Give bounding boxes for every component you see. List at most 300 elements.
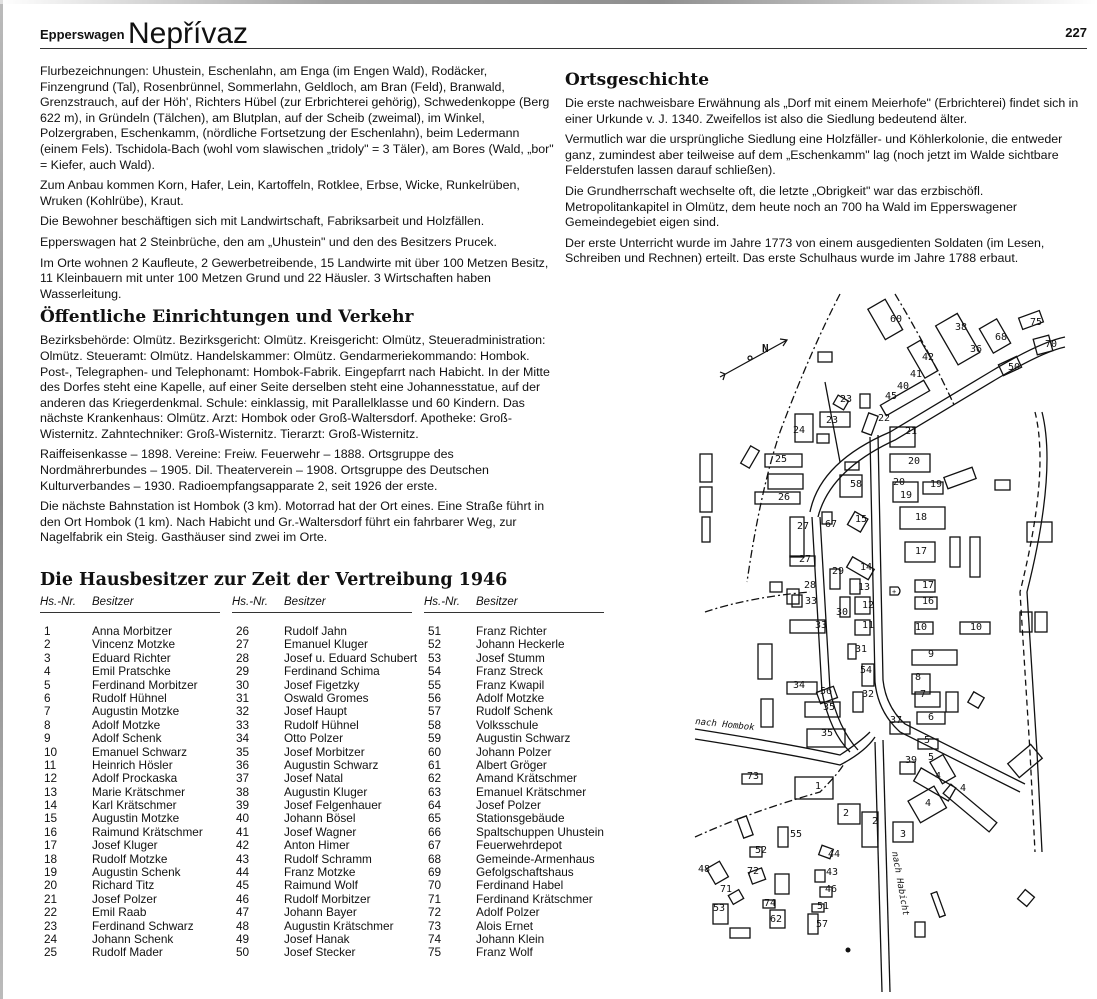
table-row [232, 920, 412, 933]
house-number: 8 [44, 717, 51, 732]
table-row [424, 705, 604, 718]
house-number-label: 31 [855, 644, 868, 655]
house-number-label: 70 [1045, 339, 1058, 350]
owner-name: Josef Haupt [284, 704, 347, 719]
house-number: 31 [236, 690, 250, 705]
table-row [40, 893, 220, 906]
owner-name: Augustin Krätschmer [284, 918, 394, 933]
table-row [40, 638, 220, 651]
house-number-label: 23 [840, 394, 853, 405]
owner-name: Otto Polzer [284, 731, 344, 746]
owner-name: Rudolf Jahn [284, 624, 347, 638]
owner-name: Adolf Polzer [476, 905, 540, 920]
house-number: 28 [236, 650, 250, 665]
owner-name: Karl Krätschmer [92, 798, 177, 813]
history-paragraph-2: Vermutlich war die ursprüngliche Siedlung eine Holzfäller- und Köhlerkolonie, die entweder ganz, zumindest aber teilweise auf dem „Eschenkamm" lag (noch jetzt im Walde sichtbare Felderstufen lassen darauf schließen). [565, 132, 1063, 178]
north-label: N [762, 342, 769, 355]
house-number: 30 [236, 677, 250, 692]
table-row [232, 839, 412, 852]
house-number: 11 [44, 757, 57, 772]
house-number: 4 [44, 664, 51, 679]
house-number-label: 36 [970, 344, 983, 355]
table-row [40, 652, 220, 665]
house-number: 36 [236, 757, 250, 772]
owner-name: Adolf Schenk [92, 731, 162, 746]
house-number: 60 [428, 744, 442, 759]
owner-name: Ferdinand Morbitzer [92, 677, 198, 692]
house-number: 50 [236, 945, 250, 960]
owner-name: Johann Polzer [476, 744, 552, 759]
owners-column-1 [40, 594, 220, 960]
owner-name: Spaltschuppen Uhustein [476, 824, 604, 839]
house-number: 42 [236, 838, 250, 853]
owner-name: Johann Bösel [284, 811, 356, 826]
house-number-label: 8 [915, 672, 922, 683]
field-names-paragraph: Flurbezeichnungen: Uhustein, Eschenlahn, am Enga (im Engen Wald), Rodäcker, Finzengrund (Tal), Rosenbrünnel, Sommerlahn, Geldloch, am Bran (Feld), Branwald, Grenzstrauch, auf der Höh', Richters Hübel (zur Erbrichterei gehörig), Schwedenkoppe (Berg 622 m), in Gründeln (Tälchen), am Blutplan, auf der Scheib (zweimal), im Winkel, Polzergraben, Eschenkamm, (nördliche Fortsetzung der Eschenlahn), beim Ledermann (einem Fels). Tschidola-Bach (wohl vom slawischen „tridoly" = 3 Täler), am Bores (Wald, „bor" = Kiefer, auch Wald). [40, 64, 554, 172]
house-number-label: 19 [930, 479, 943, 490]
table-row [40, 920, 220, 933]
house-number-label: 14 [860, 562, 873, 573]
table-row [40, 799, 220, 812]
owner-name: Franz Wolf [476, 945, 533, 960]
house-number: 2 [44, 637, 51, 652]
house-number-label: 17 [915, 546, 928, 557]
house-number-label: 4 [960, 783, 967, 794]
table-row [232, 893, 412, 906]
house-number-label: 48 [698, 864, 711, 875]
table-row [424, 719, 604, 732]
owner-name: Anton Himer [284, 838, 350, 853]
house-number-label: 38 [955, 322, 968, 333]
table-row [424, 853, 604, 866]
crops-paragraph: Zum Anbau kommen Korn, Hafer, Lein, Kartoffeln, Rotklee, Erbse, Wicke, Runkelrüben, Wruken (Kohlrübe), Kraut. [40, 178, 520, 208]
house-number: 54 [428, 664, 442, 679]
house-number: 53 [428, 650, 442, 665]
owner-name: Rudolf Schramm [284, 851, 372, 866]
owner-name: Eduard Richter [92, 650, 171, 665]
table-row [232, 853, 412, 866]
left-column [40, 64, 555, 551]
house-number: 23 [44, 918, 58, 933]
owner-name: Johann Schenk [92, 931, 174, 946]
house-number-label: 20 [893, 477, 906, 488]
house-number-label: 5 [928, 752, 935, 763]
house-number: 71 [428, 891, 442, 906]
owner-header: Besitzer [284, 596, 326, 608]
history-paragraph-3: Die Grundherrschaft wechselte oft, die letzte „Obrigkeit" war das erzbischöfl. Metropolitankapitel in Olmütz, dem heute noch an 700 ha Wald im Epperswagener Gemeindegebiet eigen sind. [565, 183, 1018, 230]
house-number-label: 12 [862, 600, 875, 611]
house-number: 9 [44, 731, 51, 746]
house-number-label: 21 [905, 426, 918, 437]
house-number: 3 [44, 650, 51, 665]
house-number: 63 [428, 784, 442, 799]
table-row [232, 705, 412, 718]
table-row [40, 866, 220, 879]
table-header [40, 594, 220, 613]
house-number-label: 20 [908, 456, 921, 467]
history-paragraph-1: Die erste nachweisbare Erwähnung als „Dorf mit einem Meierhofe" (Erbrichterei) findet sich in einer Urkunde v. J. 1340. Zweifellos ist also die Siedlung bedeutend älter. [565, 96, 1079, 126]
table-row [424, 692, 604, 705]
house-number-header: Hs.-Nr. [40, 596, 76, 608]
house-number-label: 29 [832, 566, 845, 577]
house-number: 13 [44, 784, 58, 799]
owner-name: Franz Motzke [284, 865, 356, 880]
house-number-label: 3 [900, 829, 907, 840]
local-history-heading: Ortsgeschichte [565, 70, 710, 90]
house-number: 45 [236, 878, 250, 893]
table-row [232, 665, 412, 678]
house-number-label: 35 [823, 702, 836, 713]
house-number-label: 39 [905, 755, 918, 766]
table-row [232, 772, 412, 785]
table-row [232, 799, 412, 812]
hombok-road-label: nach Hombok [694, 717, 756, 734]
owner-name: Ferdinand Habel [476, 878, 564, 893]
table-row [424, 772, 604, 785]
house-number: 18 [44, 851, 58, 866]
table-row [232, 719, 412, 732]
owner-name: Augustin Schwarz [284, 757, 379, 772]
owner-name: Augustin Kluger [284, 784, 368, 799]
house-number: 44 [236, 865, 250, 880]
village-map-drawing [690, 292, 1090, 992]
owner-name: Augustin Motzke [92, 811, 180, 826]
house-number-header: Hs.-Nr. [232, 596, 268, 608]
owner-name: Emil Pratschke [92, 664, 171, 679]
house-number-label: 41 [910, 369, 923, 380]
table-header [232, 594, 412, 613]
owner-name: Ferdinand Schwarz [92, 918, 194, 933]
house-number: 52 [428, 637, 442, 652]
quarries-paragraph: Epperswagen hat 2 Steinbrüche, den am „Uhustein" und den des Besitzers Prucek. [40, 234, 497, 249]
house-number: 34 [236, 731, 250, 746]
table-row [40, 746, 220, 759]
table-row [40, 692, 220, 705]
owner-name: Ferdinand Krätschmer [476, 891, 593, 906]
house-number-label: 56 [820, 686, 833, 697]
house-number: 19 [44, 865, 58, 880]
house-number-label: 19 [900, 490, 913, 501]
owner-name: Josef u. Eduard Schubert [284, 650, 418, 665]
table-row [424, 759, 604, 772]
house-number: 7 [44, 704, 51, 719]
house-number: 6 [44, 690, 51, 705]
house-number: 1 [44, 624, 51, 638]
history-paragraph-4: Der erste Unterricht wurde im Jahre 1773 von einem ausgedienten Soldaten (im Lesen, Schreiben und Rechnen) erteilt. Das erste Schulhaus wurde im Jahre 1788 erbaut. [565, 235, 1045, 266]
owners-column-3 [424, 594, 604, 960]
owner-name: Amand Krätschmer [476, 771, 577, 786]
page-header [40, 12, 1087, 49]
house-number: 59 [428, 731, 442, 746]
house-number-label: 43 [826, 867, 839, 878]
owner-name: Heinrich Hösler [92, 757, 173, 772]
owner-name: Rudolf Hühnel [284, 717, 359, 732]
house-number: 57 [428, 704, 442, 719]
house-number-label: 5 [924, 735, 931, 746]
owner-name: Vincenz Motzke [92, 637, 176, 652]
table-row [40, 772, 220, 785]
house-number-label: 72 [747, 866, 760, 877]
house-number: 69 [428, 865, 442, 880]
house-number: 51 [428, 624, 442, 638]
owner-name: Josef Polzer [92, 891, 157, 906]
owner-header: Besitzer [476, 596, 518, 608]
house-number: 37 [236, 771, 250, 786]
table-row [232, 746, 412, 759]
owner-name: Emanuel Kluger [284, 637, 368, 652]
table-row [424, 839, 604, 852]
table-row [424, 786, 604, 799]
table-row [232, 906, 412, 919]
house-number-label: 60 [890, 314, 903, 325]
svg-text:+: + [892, 588, 897, 596]
table-row [232, 679, 412, 692]
house-number-label: 40 [897, 381, 910, 392]
habicht-road-label: nach Habicht [889, 850, 911, 917]
table-row [424, 812, 604, 825]
table-row [40, 786, 220, 799]
house-number-label: 10 [970, 622, 983, 633]
house-number: 58 [428, 717, 442, 732]
owner-name: Josef Kluger [92, 838, 158, 853]
table-row [40, 906, 220, 919]
owner-name: Josef Morbitzer [284, 744, 365, 759]
owner-name: Josef Felgenhauer [284, 798, 382, 813]
table-row [424, 920, 604, 933]
page-number: 227 [1065, 25, 1087, 40]
table-row [40, 719, 220, 732]
owner-name: Alois Ernet [476, 918, 534, 933]
table-row [424, 933, 604, 946]
north-arrow-icon [720, 339, 787, 380]
house-number-label: 33 [815, 620, 828, 631]
house-number: 26 [236, 624, 250, 638]
house-number: 46 [236, 891, 250, 906]
table-header [424, 594, 604, 613]
table-row [232, 650, 418, 665]
house-number: 32 [236, 704, 250, 719]
owner-name: Anna Morbitzer [92, 624, 172, 638]
owner-name: Johann Klein [476, 931, 545, 946]
house-number: 33 [236, 717, 250, 732]
german-place-name: Epperswagen [40, 27, 125, 42]
house-number-label: 58 [850, 479, 863, 490]
owner-name: Rudolf Morbitzer [284, 891, 371, 906]
table-row [40, 812, 220, 825]
house-number: 41 [236, 824, 250, 839]
house-number: 70 [428, 878, 442, 893]
owner-name: Josef Stumm [476, 650, 545, 665]
table-row [40, 705, 220, 718]
house-number-label: 46 [825, 884, 838, 895]
house-number: 56 [428, 690, 442, 705]
house-number-label: 57 [816, 919, 829, 930]
house-number-label: 42 [922, 352, 935, 363]
table-row [232, 732, 412, 745]
house-number: 12 [44, 771, 58, 786]
house-number-label: 45 [885, 391, 898, 402]
house-number: 16 [44, 824, 58, 839]
table-row [40, 759, 220, 772]
house-number: 17 [44, 838, 58, 853]
owner-name: Raimund Krätschmer [92, 824, 203, 839]
table-row [424, 946, 604, 959]
house-number-label: 24 [793, 425, 806, 436]
table-row [424, 652, 604, 665]
owner-name: Adolf Prockaska [92, 771, 178, 786]
house-number-header: Hs.-Nr. [424, 596, 460, 608]
house-number: 65 [428, 811, 442, 826]
owners-column-2 [232, 594, 418, 960]
house-number: 29 [236, 664, 250, 679]
table-row [232, 826, 412, 839]
house-number-label: 32 [862, 689, 875, 700]
house-number-label: 67 [825, 519, 838, 530]
owner-name: Josef Natal [284, 771, 344, 786]
associations-paragraph: Raiffeisenkasse – 1898. Vereine: Freiw. Feuerwehr – 1888. Ortsgruppe des Nordmährerbundes – 1905. Dil. Theaterverein – 1908. Ortsgruppe des Deutschen Kulturverbandes – 1930. Radioempfangsapparate 2, seit 1926 der erste. [40, 447, 489, 493]
table-row [232, 625, 412, 638]
house-number-label: 75 [1030, 317, 1043, 328]
table-row [424, 799, 604, 812]
owner-name: Oswald Gromes [284, 690, 369, 705]
house-number-label: 1 [815, 781, 822, 792]
owner-name: Johann Heckerle [476, 637, 565, 652]
table-row [424, 665, 604, 678]
house-number: 20 [44, 878, 58, 893]
table-row [232, 933, 412, 946]
house-number-label: 25 [775, 454, 788, 465]
house-owners-heading: Die Hausbesitzer zur Zeit der Vertreibung 1946 [40, 570, 508, 590]
owner-name: Feuerwehrdepot [476, 838, 562, 853]
house-number: 61 [428, 757, 442, 772]
table-row [424, 638, 604, 651]
house-number-label: 2 [872, 816, 879, 827]
house-number: 64 [428, 798, 442, 813]
house-number-label: 30 [836, 607, 849, 618]
house-number-label: 17 [922, 580, 935, 591]
house-number-label: 53 [713, 903, 726, 914]
table-row [232, 786, 412, 799]
table-row [424, 866, 604, 879]
owner-name: Augustin Schenk [92, 865, 181, 880]
public-facilities-heading: Öffentliche Einrichtungen und Verkehr [40, 307, 414, 328]
table-row [40, 679, 220, 692]
page-top-shadow [0, 0, 1097, 4]
table-row [424, 906, 604, 919]
house-number: 21 [44, 891, 58, 906]
hombok-road [695, 729, 870, 755]
owner-name: Rudolf Mader [92, 945, 163, 960]
house-number-label: 10 [915, 622, 928, 633]
house-number-label: 9 [928, 649, 935, 660]
residents-paragraph: Im Orte wohnen 2 Kaufleute, 2 Gewerbetreibende, 15 Landwirte mit über 100 Metzen Besitz, 11 Kleinbauern mit unter 100 Metzen Grund und 22 Häusler. 3 Wirtschaften haben Wasserleitung. [40, 255, 549, 301]
house-number: 67 [428, 838, 442, 853]
house-number-label: 22 [878, 413, 891, 424]
owner-name: Franz Streck [476, 664, 543, 679]
house-number: 25 [44, 945, 58, 960]
house-number-label: 74 [764, 898, 777, 909]
right-column [565, 66, 1085, 272]
page-binding-edge [0, 0, 3, 999]
footpath-west [747, 294, 840, 582]
house-number-label: 51 [817, 901, 830, 912]
house-number: 38 [236, 784, 250, 799]
table-row [40, 933, 220, 946]
table-row [424, 625, 604, 638]
house-number: 72 [428, 905, 442, 920]
house-number-label: 11 [862, 620, 875, 631]
table-row [424, 826, 604, 839]
house-number-label: 55 [790, 829, 803, 840]
owner-name: Johann Bayer [284, 905, 357, 920]
house-number: 55 [428, 677, 442, 692]
owner-name: Gefolgschaftshaus [476, 865, 574, 880]
occupations-paragraph: Die Bewohner beschäftigen sich mit Landwirtschaft, Fabriksarbeit und Holzfällen. [40, 214, 485, 229]
house-number-label: 4 [935, 771, 942, 782]
table-row [232, 879, 412, 892]
owner-name: Josef Hanak [284, 931, 350, 946]
owner-name: Stationsgebäude [476, 811, 565, 826]
table-row [40, 946, 220, 959]
house-number-label: 23 [826, 415, 839, 426]
table-row [424, 879, 604, 892]
table-row [424, 732, 604, 745]
table-row [40, 879, 220, 892]
house-number: 22 [44, 905, 58, 920]
house-number: 40 [236, 811, 250, 826]
owner-name: Volksschule [476, 717, 539, 732]
table-row [232, 692, 412, 705]
owner-name: Richard Titz [92, 878, 155, 893]
house-number: 48 [236, 918, 250, 933]
house-number-label: 44 [828, 849, 841, 860]
authorities-paragraph: Bezirksbehörde: Olmütz. Bezirksgericht: Olmütz. Kreisgericht: Olmütz, Steueradministration: Olmütz. Steueramt: Olmütz. Handelskammer: Olmütz. Gendarmeriekommando: Hombok. Post-, Telegraphen- und Telephonamt: Hombok-Fabrik. Eingepfarrt nach Habicht. In der Mitte des Dorfes steht eine Kapelle, auf einer Seite derselben steht eine Johannesstatue, auf der anderen das Kriegerdenkmal. Schule: einklassig, mit Parallelklasse und 60 Kindern. Das nächste Krankenhaus: Olmütz. Arzt: Hombok oder Groß-Waltersdorf. Apotheke: Groß-Wisternitz. Zahntechniker: Groß-Wisternitz. Tierarzt: Groß-Wisternitz. [40, 333, 550, 441]
owner-name: Emanuel Krätschmer [476, 784, 587, 799]
house-number-label: 73 [747, 771, 760, 782]
house-number: 75 [428, 945, 442, 960]
owner-name: Franz Richter [476, 624, 547, 638]
owner-name: Adolf Motzke [476, 690, 545, 705]
house-number: 62 [428, 771, 442, 786]
owners-rows [40, 625, 220, 960]
house-number: 5 [44, 677, 51, 692]
owner-header: Besitzer [92, 596, 134, 608]
owner-name: Josef Figetzky [284, 677, 360, 692]
house-number-label: 34 [793, 680, 806, 691]
table-row [232, 759, 412, 772]
owner-name: Adolf Motzke [92, 717, 161, 732]
house-number-label: 2 [843, 808, 850, 819]
table-row [40, 625, 220, 638]
house-number: 35 [236, 744, 250, 759]
house-number: 73 [428, 918, 442, 933]
table-row [232, 866, 412, 879]
owner-name: Emanuel Schwarz [92, 744, 188, 759]
house-number: 49 [236, 931, 250, 946]
house-number-label: 4 [925, 798, 932, 809]
house-number: 39 [236, 798, 250, 813]
house-number: 74 [428, 931, 442, 946]
house-number-label: 6 [928, 712, 935, 723]
house-number: 68 [428, 851, 442, 866]
house-number-label: 27 [799, 554, 812, 565]
owner-name: Ferdinand Schima [284, 664, 380, 679]
house-number-label: 37 [890, 715, 903, 726]
house-number-label: 33 [805, 596, 818, 607]
table-row [40, 839, 220, 852]
house-number-label: 18 [915, 512, 928, 523]
habicht-road [875, 742, 882, 992]
